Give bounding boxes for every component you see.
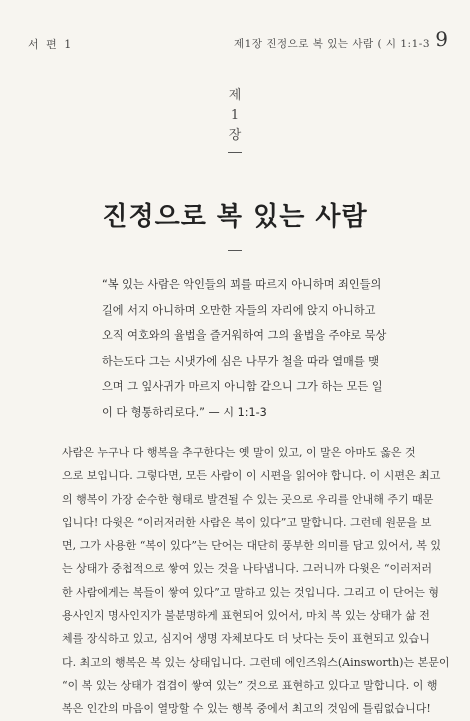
chapter-label-char: 제 <box>228 88 242 103</box>
chapter-divider <box>228 152 242 153</box>
body-line: 체를 장식하고 있고, 심지어 생명 자체보다도 더 낫다는 듯이 표현되고 있습니 <box>62 632 430 646</box>
body-line: 으로 보입니다. 그렇다면, 모든 사람이 이 시편을 읽어야 합니다. 이 시편은 최고 <box>62 469 441 483</box>
epigraph-line: 길에 서지 아니하며 오만한 자들의 자리에 앉지 아니하고 <box>102 303 376 317</box>
body-line: 는 상태가 중첩적으로 쌓여 있는 것을 나타냅니다. 그러니까 다윗은 “이러저러 <box>62 562 432 576</box>
body-text <box>62 441 450 721</box>
body-line: 복은 인간의 마음이 열망할 수 있는 행복 중에서 최고의 것임에 틀림없습니다! <box>62 702 431 716</box>
page-number: 9 <box>435 27 448 51</box>
chapter-title: 진정으로 복 있는 사람 <box>102 202 368 232</box>
running-head-left: 서 편 1 <box>28 38 74 51</box>
body-line: “이 복 있는 상태가 겹겹이 쌓여 있는” 것으로 표현하고 있다고 말합니다. 이 행 <box>62 678 438 692</box>
body-line: 다. 최고의 행복은 복 있는 상태입니다. 그런데 에인즈워스(Ainsworth)는 본문이 <box>62 655 450 669</box>
epigraph-line: 오직 여호와의 율법을 즐거워하여 그의 율법을 주야로 묵상 <box>102 329 387 343</box>
epigraph-line: “복 있는 사람은 악인들의 꾀를 따르지 아니하며 죄인들의 <box>102 278 382 291</box>
epigraph-line: 이 다 형통하리로다.” — 시 1:1-3 <box>102 405 267 419</box>
epigraph-line: 으며 그 잎사귀가 마르지 아니함 같으니 그가 하는 모든 일 <box>102 380 383 394</box>
body-line: 입니다! 다윗은 “이러저러한 사람은 복이 있다”고 말합니다. 그런데 원문을 보 <box>62 515 432 529</box>
body-line: 한 사람에게는 복들이 쌓여 있다”고 말하고 있는 것입니다. 그리고 이 단어는 형 <box>62 585 439 599</box>
body-line: 사람은 누구나 다 행복을 추구한다는 옛 말이 있고, 이 말은 아마도 옳은 것 <box>62 446 416 459</box>
running-head-right: 제1장 진정으로 복 있는 사람 ( 시 1:1-3 <box>234 38 430 50</box>
chapter-label-char: 장 <box>228 128 242 144</box>
body-line: 면, 그가 사용한 “복이 있다”는 단어는 대단히 풍부한 의미를 담고 있어서, 복 있 <box>62 539 441 553</box>
epigraph-line: 하는도다 그는 시냇가에 심은 나무가 철을 따라 열매를 맺 <box>102 354 380 368</box>
chapter-label <box>0 86 470 153</box>
body-line: 용사인지 명사인지가 불분명하게 표현되어 있어서, 마치 복 있는 상태가 삶 전 <box>62 609 430 623</box>
chapter-label-char: 1 <box>230 108 240 124</box>
title-divider <box>228 250 242 251</box>
epigraph <box>102 272 387 426</box>
body-line: 의 행복이 가장 순수한 형태로 발견될 수 있는 곳으로 우리를 안내해 주기 때문 <box>62 492 434 506</box>
